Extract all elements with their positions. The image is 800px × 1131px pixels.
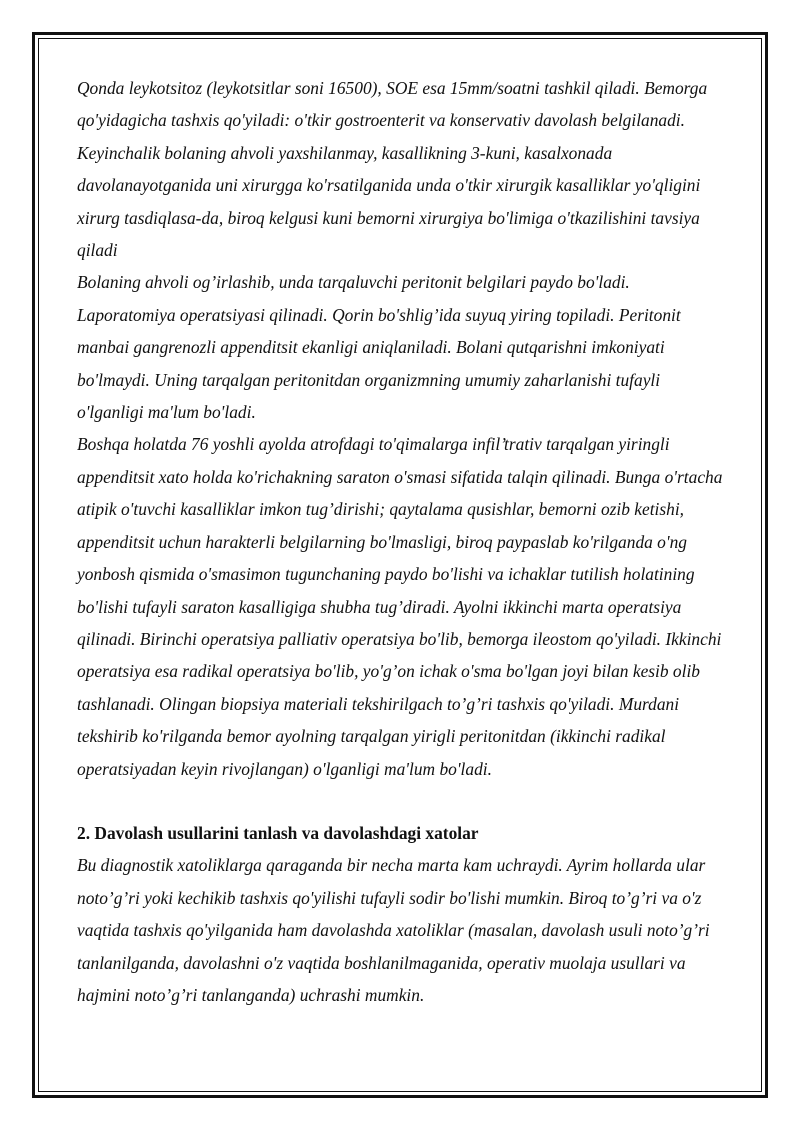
paragraph-2: Bolaning ahvoli og’irlashib, unda tarqaluvchi peritonit belgilari paydo bo'ladi. Laporatomiya operatsiyasi qilinadi. Qorin bo'shlig’ida suyuq yiring topiladi. Peritonit manbai gangrenozli appenditsit ekanligi aniqlaniladi. Bolani qutqarishni imkoniyati bo'lmaydi. Uning tarqalgan peritonitdan organizmning umumiy zaharlanishi tufayli o'lganligi ma'lum bo'ladi. [77, 272, 681, 423]
paragraph-1: Qonda leykotsitoz (leykotsitlar soni 16500), SOE esa 15mm/soatni tashkil qiladi. Bemorga qo'yidagicha tashxis qo'yiladi: o'tkir gostroenterit va konservativ davolash belgilanadi. Keyinchalik bolaning ahvoli yaxshilanmay, kasallikning 3-kuni, kasalxonada davolanayotganida uni xirurgga ko'rsatilganida unda o'tkir xirurgik kasalliklar yo'qligini xirurg tasdiqlasa-da, biroq kelgusi kuni bemorni xirurgiya bo'limiga o'tkazilishini tavsiya qiladi [77, 78, 708, 261]
paragraph-3: Boshqa holatda 76 yoshli ayolda atrofdagi to'qimalarga infil’trativ tarqalgan yiringli appenditsit xato holda ko'richakning saraton o'smasi sifatida talqin qilinadi. Bunga o'rtacha atipik o'tuvchi kasalliklar imkon tug’dirishi; qaytalama qusishlar, bemorni ozib ketishi, appenditsit uchun harakterli belgilarning bo'lmasligi, biroq paypaslab ko'rilganda o'ng yonbosh qismida o'smasimon tugunchaning paydo bo'lishi va ichaklar tutilish holatining bo'lishi tufayli saraton kasalligiga shubha tug’diradi. Ayolni ikkinchi marta operatsiya qilinadi. Birinchi operatsiya palliativ operatsiya bo'lib, bemorga ileostom qo'yiladi. Ikkinchi operatsiya esa radikal operatsiya bo'lib, yo'g’on ichak o'sma bo'lgan joyi bilan kesib olib tashlanadi. Olingan biopsiya materiali tekshirilgach to’g’ri tashxis qo'yiladi. Murdani tekshirib ko'rilganda bemor ayolning tarqalgan yirigli peritonitdan (ikkinchi radikal operatsiyadan keyin rivojlangan) o'lganligi ma'lum bo'ladi. [77, 434, 723, 779]
section-spacer [77, 785, 729, 817]
section-heading: 2. Davolash usullarini tanlash va davolashdagi xatolar [77, 822, 479, 843]
document-body [77, 72, 729, 1011]
section-paragraph: Bu diagnostik xatoliklarga qaraganda bir necha marta kam uchraydi. Ayrim hollarda ular noto’g’ri yoki kechikib tashxis qo'yilishi tufayli sodir bo'lishi mumkin. Biroq to’g’ri va o'z vaqtida tashxis qo'yilganida ham davolashda xatoliklar (masalan, davolash usuli noto’g’ri tanlanilganda, davolashni o'z vaqtida boshlanilmaganida, operativ muolaja usullari va hajmini noto’g’ri tanlanganda) uchrashi mumkin. [77, 855, 710, 1005]
